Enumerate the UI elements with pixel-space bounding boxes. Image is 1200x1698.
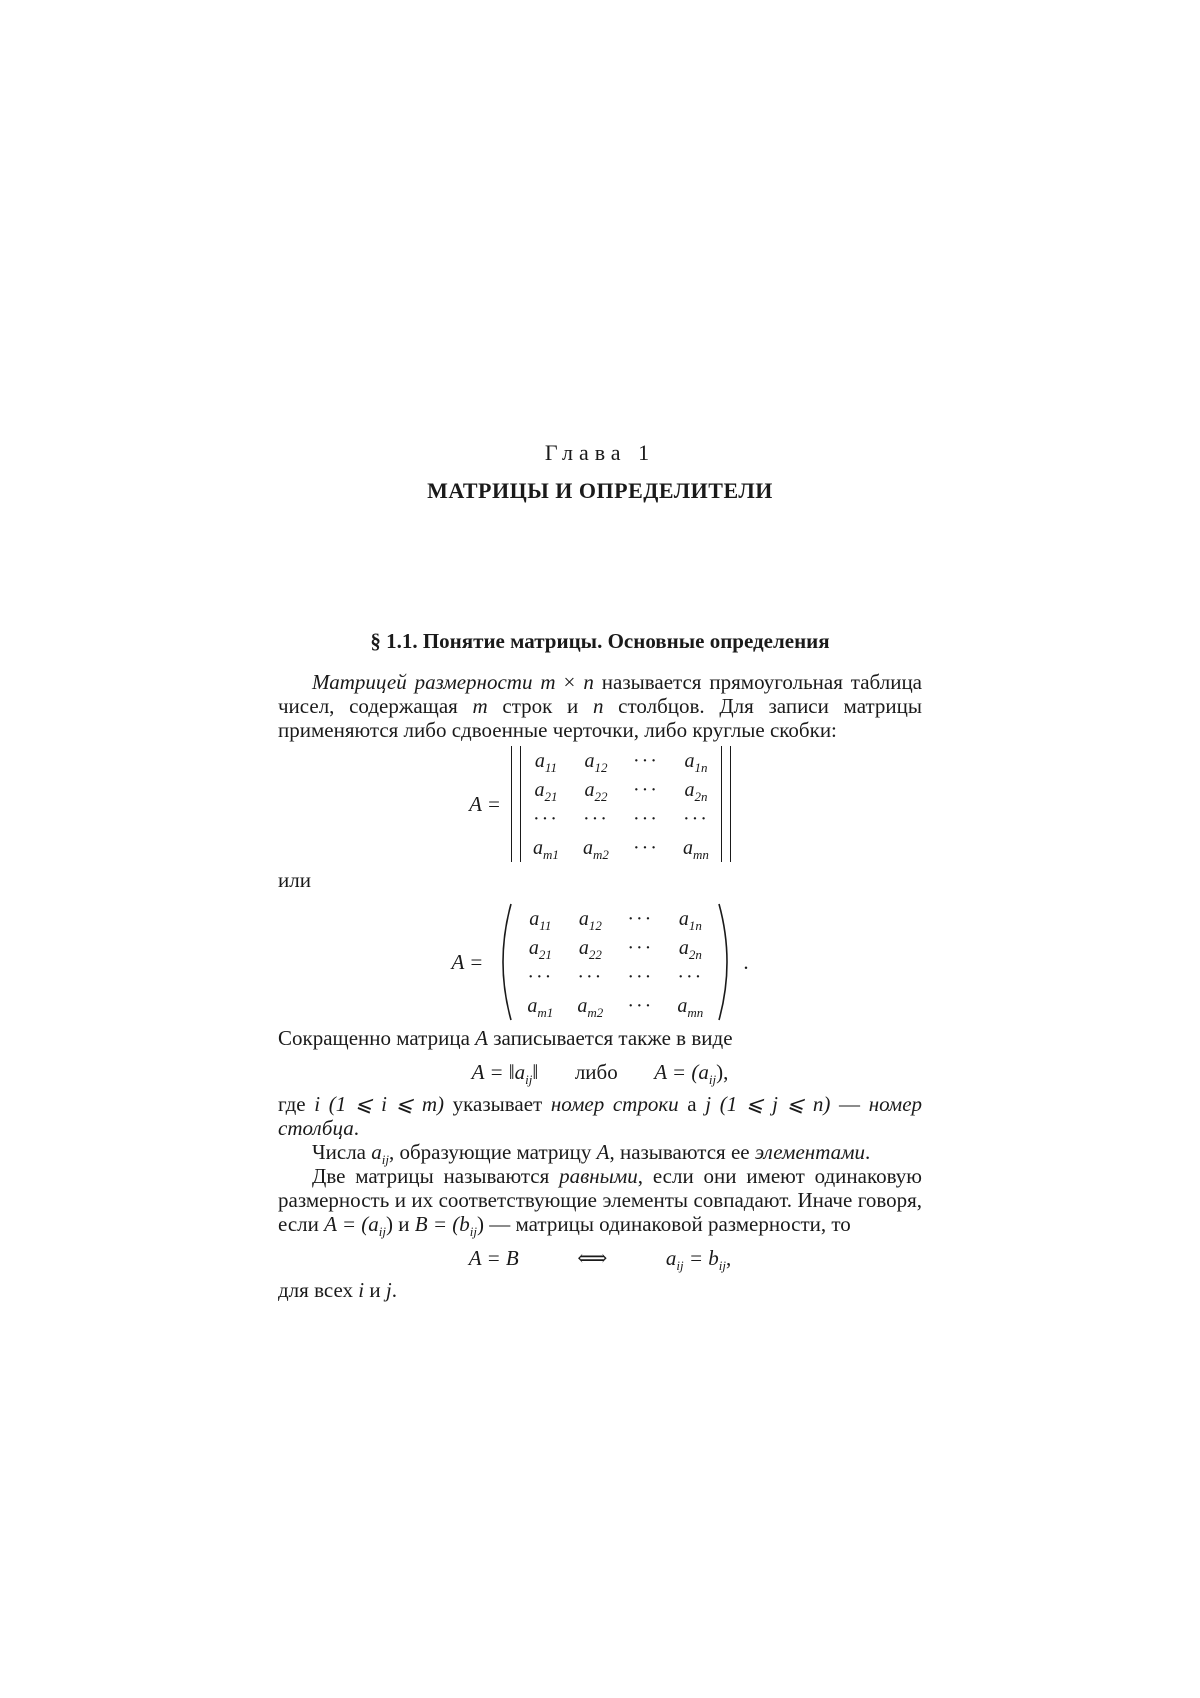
- math-A: A: [596, 1140, 610, 1164]
- paragraph-definition: [278, 670, 922, 742]
- math-A-sub: ij: [378, 1224, 386, 1240]
- paragraph-elements: [278, 1140, 922, 1168]
- math-i: i: [358, 1278, 365, 1302]
- term-column-number: номер столбца: [278, 1092, 923, 1140]
- equation-equality: [278, 1246, 922, 1274]
- text-part: Сокращенно матрица: [278, 1026, 476, 1050]
- paragraph-equality: [278, 1164, 922, 1240]
- eq2-right-eq: = b: [683, 1246, 719, 1270]
- matrix-grid-norm: [521, 746, 721, 862]
- cell-am1: $a_{m1}$: [532, 836, 559, 862]
- text-part: записывается также в виде: [487, 1026, 733, 1050]
- matrix-lhs-2: A =: [451, 950, 484, 974]
- math-A-def: [324, 1212, 393, 1240]
- math-sub: ij: [381, 1152, 389, 1168]
- eq-left-main: A = ‖a: [471, 1060, 526, 1084]
- math-i: i: [314, 1092, 321, 1116]
- math-B-def: [414, 1212, 484, 1240]
- text-part: —: [830, 1092, 869, 1116]
- text-part: , образующие матрицу: [389, 1140, 597, 1164]
- paren-left: [493, 902, 515, 1022]
- cell-a22: $a_{22}$: [584, 778, 608, 804]
- eq2-right-a: a: [665, 1246, 677, 1270]
- eq-left-sub: ij: [525, 1072, 533, 1088]
- cell-am1: $a_{m1}$: [527, 994, 554, 1020]
- paragraph-indices: [278, 1092, 922, 1140]
- cell-amn: $a_{mn}$: [677, 994, 704, 1020]
- cell-a2n: $a_{2n}$: [678, 936, 702, 962]
- body-text: [278, 670, 922, 1302]
- equation-short-form: [278, 1060, 922, 1088]
- cell-dots: ···: [632, 836, 659, 859]
- cell-dots: ···: [532, 807, 559, 830]
- term-row-number: номер строки: [550, 1092, 679, 1116]
- cell-a22: $a_{22}$: [578, 936, 602, 962]
- text-part: и: [364, 1278, 386, 1302]
- cell-a11: $a_{11}$: [529, 907, 552, 933]
- eq-right-sub: ij: [708, 1072, 717, 1088]
- cell-dots: ···: [627, 994, 654, 1017]
- eq-right: [654, 1060, 729, 1088]
- math-aij: [371, 1140, 389, 1168]
- math-cond-j: (1 ⩽ j ⩽ n): [719, 1092, 831, 1116]
- math-m: m: [540, 670, 556, 694]
- cell-amn: $a_{mn}$: [682, 836, 709, 862]
- term-matrix: Матрицей размерности: [312, 670, 533, 694]
- math-B-end: ): [476, 1212, 484, 1236]
- text-part: для всех: [278, 1278, 359, 1302]
- text-part: а: [678, 1092, 706, 1116]
- text-part: Числа: [312, 1140, 372, 1164]
- term-elements: элементами: [754, 1140, 866, 1164]
- matrix-period: .: [743, 950, 749, 974]
- or-word: или: [278, 868, 311, 892]
- text-part: и: [393, 1212, 415, 1236]
- cell-dots: ···: [627, 965, 654, 988]
- eq2-right-end: ,: [725, 1246, 732, 1270]
- math-cond-i: (1 ⩽ i ⩽ m): [328, 1092, 444, 1116]
- text-part: .: [865, 1140, 871, 1164]
- eq2-iff: ⟺: [577, 1246, 608, 1270]
- section-title: § 1.1. Понятие матрицы. Основные определения: [370, 629, 830, 653]
- paragraph-for-all: [278, 1278, 922, 1302]
- cell-a1n: $a_{1n}$: [684, 749, 708, 775]
- eq-either: либо: [574, 1060, 618, 1084]
- chapter-label: Глава 1: [544, 440, 656, 465]
- cell-a2n: $a_{2n}$: [684, 778, 708, 804]
- math-j: j: [385, 1278, 392, 1302]
- eq2-right-sub2: ij: [718, 1258, 726, 1274]
- norm-bar-left: [511, 746, 521, 862]
- text-part: .: [391, 1278, 397, 1302]
- cell-a12: $a_{12}$: [578, 907, 602, 933]
- cell-am2: $a_{m2}$: [582, 836, 609, 862]
- matrix-grid-paren: [515, 904, 715, 1020]
- text-part: строк и: [487, 694, 593, 718]
- term-equal: равными: [559, 1164, 638, 1188]
- text-part: Две матрицы называются: [312, 1164, 560, 1188]
- cell-dots: ···: [682, 807, 709, 830]
- text-part: указывает: [443, 1092, 551, 1116]
- cell-a21: $a_{21}$: [534, 778, 558, 804]
- cell-dots: ···: [627, 907, 654, 930]
- paragraph-short-form: [278, 1026, 922, 1050]
- text-part: .: [353, 1116, 359, 1140]
- math-n: n: [583, 670, 594, 694]
- cell-dots: ···: [582, 807, 609, 830]
- matrix-lhs: A =: [469, 792, 501, 816]
- text-part: — матрицы одинаковой размерности, то: [483, 1212, 851, 1236]
- eq-left-end: ‖: [532, 1060, 539, 1084]
- eq-left: [471, 1060, 539, 1088]
- matrix-paren-display: [278, 902, 922, 1022]
- cell-a11: $a_{11}$: [534, 749, 557, 775]
- math-A: A: [475, 1026, 488, 1050]
- cell-a1n: $a_{1n}$: [678, 907, 702, 933]
- math-B-main: B = (b: [414, 1212, 470, 1236]
- math-j: j: [705, 1092, 712, 1116]
- math-a: a: [371, 1140, 382, 1164]
- cell-dots: ···: [577, 965, 604, 988]
- chapter-title: МАТРИЦЫ И ОПРЕДЕЛИТЕЛИ: [427, 478, 773, 503]
- math-m-2: m: [472, 694, 488, 718]
- matrix-norm-display: [278, 746, 922, 862]
- eq2-left: A = B: [468, 1246, 519, 1270]
- text-part: называется прямоугольная таблица чисел, содержащая: [278, 670, 922, 718]
- text-part: где: [278, 1092, 315, 1116]
- cell-dots: ···: [632, 778, 659, 801]
- cell-dots: ···: [527, 965, 554, 988]
- text-part: , называются ее: [609, 1140, 755, 1164]
- math-A-main: A = (a: [324, 1212, 379, 1236]
- eq2-right-sub: ij: [676, 1258, 684, 1274]
- cell-dots: ···: [632, 807, 659, 830]
- math-n-2: n: [592, 694, 604, 718]
- cell-a12: $a_{12}$: [584, 749, 608, 775]
- norm-bar-right: [721, 746, 731, 862]
- text-part: , если они имеют одинаковую размерность и их соответствующие элементы совпадают. Иначе говоря, если: [278, 1164, 922, 1236]
- math-A-end: ): [386, 1212, 393, 1236]
- paren-right: [715, 902, 737, 1022]
- math-times: ×: [563, 670, 576, 694]
- cell-dots: ···: [627, 936, 654, 959]
- math-B-sub: ij: [469, 1224, 477, 1240]
- eq-right-end: ),: [716, 1060, 729, 1084]
- cell-dots: ···: [632, 749, 659, 772]
- eq2-right: [665, 1246, 732, 1274]
- text-part: столбцов. Для записи матрицы применяются либо сдвоенные черточки, либо круглые скобки:: [278, 694, 922, 742]
- cell-am2: $a_{m2}$: [577, 994, 604, 1020]
- cell-dots: ···: [677, 965, 704, 988]
- cell-a21: $a_{21}$: [528, 936, 552, 962]
- eq-right-main: A = (a: [654, 1060, 709, 1084]
